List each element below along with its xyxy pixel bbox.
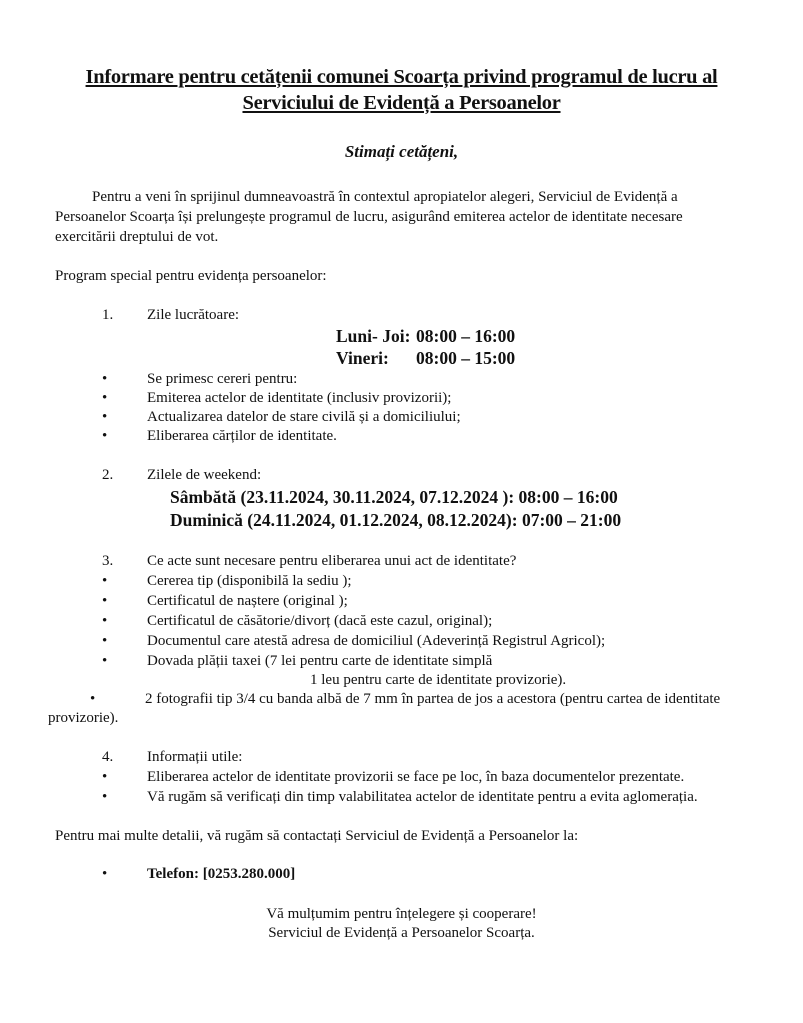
bullet-icon: • <box>102 409 108 425</box>
section-4-item: Eliberarea actelor de identitate provizorii se face pe loc, în baza documentelor prezentate. <box>147 769 685 785</box>
schedule-mon-thu-day: Luni- Joi: <box>336 326 411 346</box>
section-3-item: Certificatul de căsătorie/divorț (dacă este cazul, original); <box>147 613 493 629</box>
bullet-icon: • <box>102 371 108 387</box>
section-1-item: Se primesc cereri pentru: <box>147 371 298 387</box>
section-3-item: Dovada plății taxei (7 lei pentru carte de identitate simplă <box>147 653 493 669</box>
bullet-icon: • <box>102 573 108 589</box>
bullet-icon: • <box>102 653 108 669</box>
section-3-number: 3. <box>102 553 114 569</box>
tax-continuation: 1 leu pentru carte de identitate provizorie). <box>310 672 567 688</box>
photo-requirement-line-2: provizorie). <box>48 710 119 726</box>
photo-requirement-line-1: 2 fotografii tip 3/4 cu banda albă de 7 mm în partea de jos a acestora (pentru cartea de identitate <box>145 691 721 707</box>
bullet-icon: • <box>102 866 108 882</box>
document-title-line-2: Serviciului de Evidență a Persoanelor <box>242 92 561 114</box>
bullet-icon: • <box>102 633 108 649</box>
closing-thanks: Vă mulțumim pentru înțelegere și cooperare! <box>266 906 537 922</box>
bullet-icon: • <box>102 593 108 609</box>
weekend-saturday: Sâmbătă (23.11.2024, 30.11.2024, 07.12.2024 ): 08:00 – 16:00 <box>170 487 618 507</box>
bullet-icon: • <box>90 691 96 707</box>
bullet-icon: • <box>102 390 108 406</box>
section-4-heading: Informații utile: <box>147 749 243 765</box>
contact-phone: Telefon: [0253.280.000] <box>147 866 296 882</box>
section-1-number: 1. <box>102 307 114 323</box>
section-3-heading: Ce acte sunt necesare pentru eliberarea unui act de identitate? <box>147 553 517 569</box>
contact-intro: Pentru mai multe detalii, vă rugăm să contactați Serviciul de Evidență a Persoanelor la: <box>55 828 579 844</box>
section-1-item: Eliberarea cărților de identitate. <box>147 428 337 444</box>
section-3-item: Cererea tip (disponibilă la sediu ); <box>147 573 352 589</box>
bullet-icon: • <box>102 613 108 629</box>
intro-line-3: exercitării dreptului de vot. <box>55 229 219 245</box>
section-2-heading: Zilele de weekend: <box>147 467 262 483</box>
closing-signature: Serviciul de Evidență a Persoanelor Scoarța. <box>268 925 535 941</box>
schedule-mon-thu-hours: 08:00 – 16:00 <box>416 326 516 346</box>
weekend-sunday: Duminică (24.11.2024, 01.12.2024, 08.12.2024): 07:00 – 21:00 <box>170 510 622 530</box>
document-title-line-1: Informare pentru cetățenii comunei Scoarța privind programul de lucru al <box>85 66 718 88</box>
section-1-item: Emiterea actelor de identitate (inclusiv provizorii); <box>147 390 452 406</box>
intro-line-2: Persoanelor Scoarța își prelungește programul de lucru, asigurând emiterea actelor de identitate necesare <box>55 209 683 225</box>
section-3-item: Documentul care atestă adresa de domiciliul (Adeverință Registrul Agricol); <box>147 633 606 649</box>
section-4-number: 4. <box>102 749 114 765</box>
bullet-icon: • <box>102 769 108 785</box>
section-3-item: Certificatul de naștere (original ); <box>147 593 348 609</box>
section-1-item: Actualizarea datelor de stare civilă și a domiciliului; <box>147 409 461 425</box>
schedule-fri-hours: 08:00 – 15:00 <box>416 348 516 368</box>
section-2-number: 2. <box>102 467 114 483</box>
intro-line-1: Pentru a veni în sprijinul dumneavoastră în contextul apropiatelor alegeri, Serviciul de Evidență a <box>92 189 678 205</box>
schedule-fri-day: Vineri: <box>336 348 389 368</box>
bullet-icon: • <box>102 428 108 444</box>
program-heading: Program special pentru evidența persoanelor: <box>55 268 327 284</box>
section-1-heading: Zile lucrătoare: <box>147 307 240 323</box>
bullet-icon: • <box>102 789 108 805</box>
greeting: Stimați cetățeni, <box>344 142 459 161</box>
section-4-item: Vă rugăm să verificați din timp valabilitatea actelor de identitate pentru a evita aglomerația. <box>147 789 698 805</box>
